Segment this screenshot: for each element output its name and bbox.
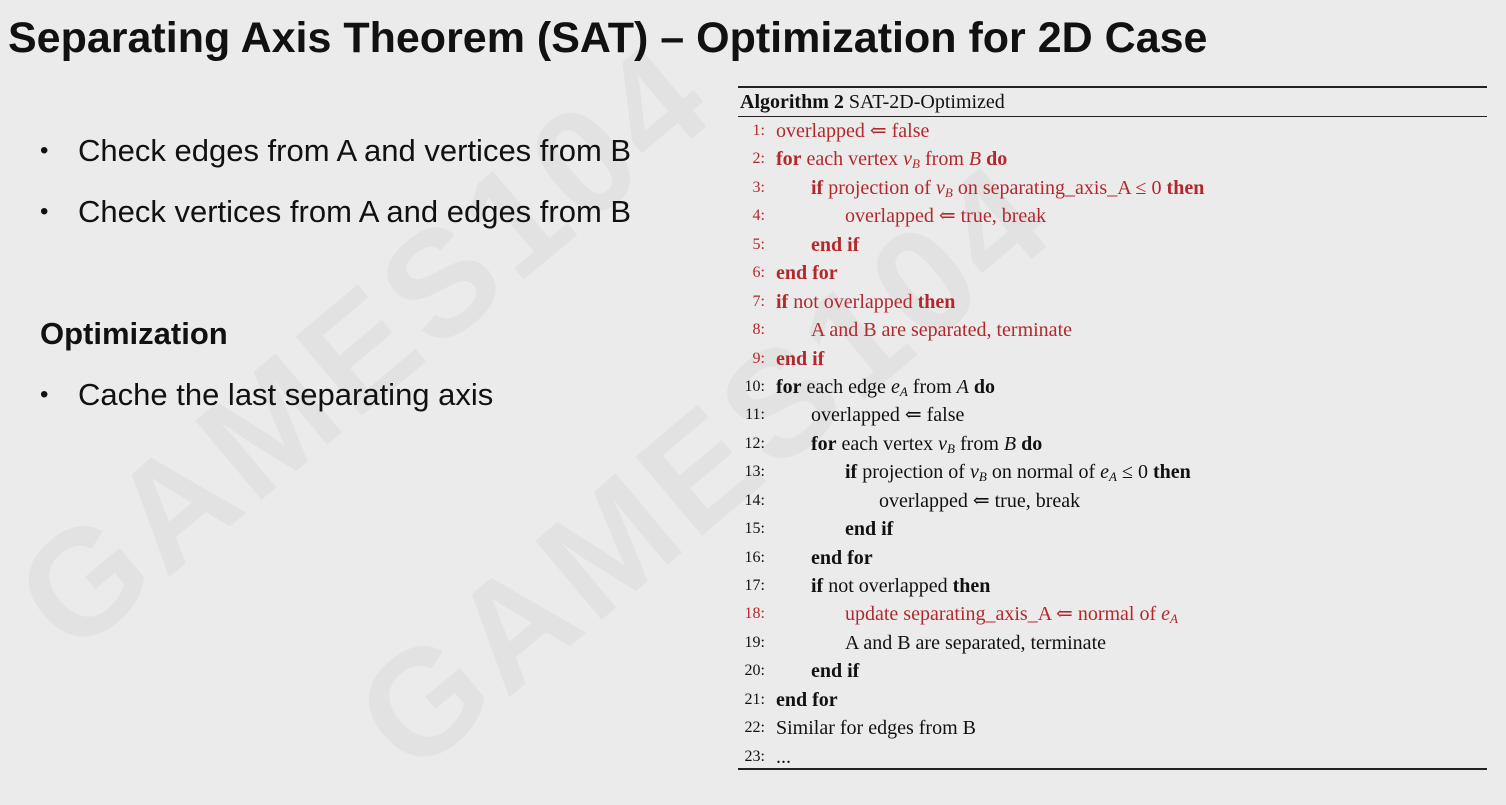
algorithm-line [738, 202, 1487, 230]
keyword: then [1166, 176, 1205, 199]
code-text: A and B are separated, terminate [811, 319, 1072, 342]
code-text: from [955, 432, 1004, 455]
line-code [776, 259, 838, 287]
line-number: 9: [752, 349, 765, 367]
code-text: overlapped ⇐ false [811, 404, 965, 427]
keyword: end if [776, 347, 825, 370]
bottom-rule [738, 768, 1487, 770]
code-text: A and B are separated, terminate [845, 631, 1106, 654]
line-code [776, 686, 838, 714]
bullet-item [40, 132, 720, 170]
keyword: do [986, 148, 1008, 171]
algorithm-line [738, 259, 1487, 287]
algorithm-line [738, 629, 1487, 657]
algorithm-line [738, 288, 1487, 316]
bullet-item [40, 376, 720, 414]
bullet-item [40, 193, 720, 231]
algorithm-line [738, 572, 1487, 600]
math-symbol: A [1170, 611, 1178, 627]
keyword: then [1152, 461, 1191, 484]
code-text: ... [776, 745, 791, 768]
algorithm-line [738, 145, 1487, 173]
line-code [776, 345, 824, 373]
math-symbol: B [944, 184, 953, 200]
keyword: do [973, 375, 996, 398]
line-code [811, 657, 859, 685]
code-text: on separating_axis_A ≤ 0 [952, 176, 1167, 199]
line-number: 14: [744, 491, 765, 509]
code-text: Similar for edges from B [776, 717, 976, 740]
math-symbol: e [890, 375, 900, 398]
algorithm-line [738, 174, 1487, 202]
bullet-dot-icon: • [40, 381, 49, 408]
line-number: 10: [744, 377, 765, 395]
line-code [845, 202, 1046, 230]
math-symbol: v [935, 176, 945, 199]
algorithm-line [738, 117, 1487, 145]
algorithm-line [738, 373, 1487, 401]
code-text: from [920, 148, 969, 171]
math-symbol: B [1003, 432, 1017, 455]
line-code [845, 515, 893, 543]
line-number: 16: [744, 548, 765, 566]
line-code [811, 231, 859, 259]
line-number: 19: [744, 633, 765, 651]
algorithm-line [738, 458, 1487, 486]
code-text: projection of [857, 461, 970, 484]
math-symbol: v [969, 461, 979, 484]
algorithm-line [738, 515, 1487, 543]
math-symbol: v [938, 432, 948, 455]
math-symbol: B [978, 469, 987, 485]
algorithm-line [738, 430, 1487, 458]
code-text: update separating_axis_A ⇐ normal of [845, 603, 1162, 626]
keyword: do [1021, 432, 1043, 455]
line-number: 2: [752, 150, 765, 168]
line-code [845, 629, 1106, 657]
algorithm-name: SAT-2D-Optimized [848, 91, 1005, 113]
algorithm-line [738, 345, 1487, 373]
line-code [776, 373, 995, 401]
keyword: for [776, 148, 802, 171]
algorithm-label: Algorithm 2 [740, 91, 844, 113]
line-code [879, 487, 1080, 515]
slide-title: Separating Axis Theorem (SAT) – Optimization for 2D Case [8, 14, 1208, 62]
line-number: 23: [744, 747, 765, 765]
code-text: overlapped ⇐ true, break [845, 205, 1047, 228]
line-code [811, 401, 964, 429]
math-symbol: B [968, 148, 982, 171]
line-code [776, 288, 955, 316]
algorithm-line [738, 487, 1487, 515]
code-text: from [907, 375, 957, 398]
bullet-text: Check edges from A and vertices from B [78, 133, 632, 168]
optimization-heading: Optimization [40, 316, 228, 351]
keyword: end for [776, 262, 838, 285]
code-text: each edge [801, 375, 891, 398]
code-text: on normal of [986, 461, 1101, 484]
code-text: not overlapped [823, 575, 953, 597]
line-number: 22: [744, 719, 765, 737]
line-code [776, 714, 976, 742]
keyword: if [811, 176, 824, 199]
line-number: 11: [745, 406, 765, 424]
keyword: end for [811, 546, 873, 569]
code-text: not overlapped [788, 290, 918, 313]
math-symbol: A [956, 375, 969, 398]
math-symbol: e [1100, 461, 1110, 484]
line-code [776, 145, 1007, 173]
line-code [776, 117, 929, 145]
algorithm-line [738, 657, 1487, 685]
keyword: then [952, 575, 991, 597]
line-number: 12: [744, 434, 765, 452]
math-symbol: A [1109, 469, 1117, 485]
line-number: 6: [752, 264, 765, 282]
bullet-list [40, 132, 720, 254]
line-code [845, 600, 1178, 628]
keyword: then [917, 290, 956, 313]
algorithm-header [740, 89, 1005, 115]
keyword: for [811, 432, 837, 455]
keyword: if [776, 290, 789, 313]
math-symbol: e [1161, 603, 1171, 626]
algorithm-line [738, 231, 1487, 259]
code-text: ≤ 0 [1116, 461, 1153, 484]
math-symbol: B [912, 156, 920, 172]
algorithm-box [738, 86, 1487, 770]
math-symbol: B [947, 440, 955, 456]
line-number: 13: [744, 463, 765, 481]
line-code [811, 174, 1204, 202]
bullet-dot-icon: • [40, 198, 49, 225]
bullet-text: Check vertices from A and edges from B [78, 194, 632, 229]
optimization-bullet-list [40, 376, 720, 437]
keyword: end if [811, 660, 860, 683]
algorithm-line [738, 316, 1487, 344]
keyword: if [845, 461, 858, 484]
line-number: 20: [744, 662, 765, 680]
line-code [776, 743, 791, 771]
math-symbol: A [899, 383, 908, 399]
keyword: for [776, 375, 802, 398]
keyword: end if [845, 518, 894, 541]
algorithm-line [738, 401, 1487, 429]
line-number: 15: [744, 520, 765, 538]
line-number: 7: [752, 292, 765, 310]
line-number: 21: [744, 690, 765, 708]
algorithm-line [738, 686, 1487, 714]
line-number: 1: [752, 122, 765, 139]
algorithm-line [738, 544, 1487, 572]
line-number: 18: [744, 605, 765, 623]
line-number: 3: [752, 178, 765, 196]
line-code [811, 430, 1042, 458]
code-text: each vertex [836, 432, 939, 455]
algorithm-lines [738, 117, 1487, 771]
line-code [811, 572, 990, 600]
keyword: end for [776, 688, 838, 711]
top-rule [738, 86, 1487, 88]
line-number: 17: [744, 577, 765, 594]
algorithm-line [738, 714, 1487, 742]
line-number: 8: [752, 321, 765, 339]
code-text: each vertex [801, 148, 904, 171]
keyword: if [811, 575, 824, 597]
algorithm-line [738, 743, 1487, 771]
math-symbol: v [903, 148, 913, 171]
line-number: 5: [752, 235, 765, 253]
bullet-text: Cache the last separating axis [78, 377, 494, 412]
keyword: end if [811, 233, 860, 256]
code-text: projection of [823, 176, 936, 199]
code-text: overlapped ⇐ false [776, 120, 930, 142]
line-code [845, 458, 1191, 486]
line-code [811, 316, 1072, 344]
line-code [811, 544, 873, 572]
line-number: 4: [752, 207, 765, 225]
code-text: overlapped ⇐ true, break [879, 489, 1081, 512]
algorithm-line [738, 600, 1487, 628]
bullet-dot-icon: • [40, 137, 49, 164]
